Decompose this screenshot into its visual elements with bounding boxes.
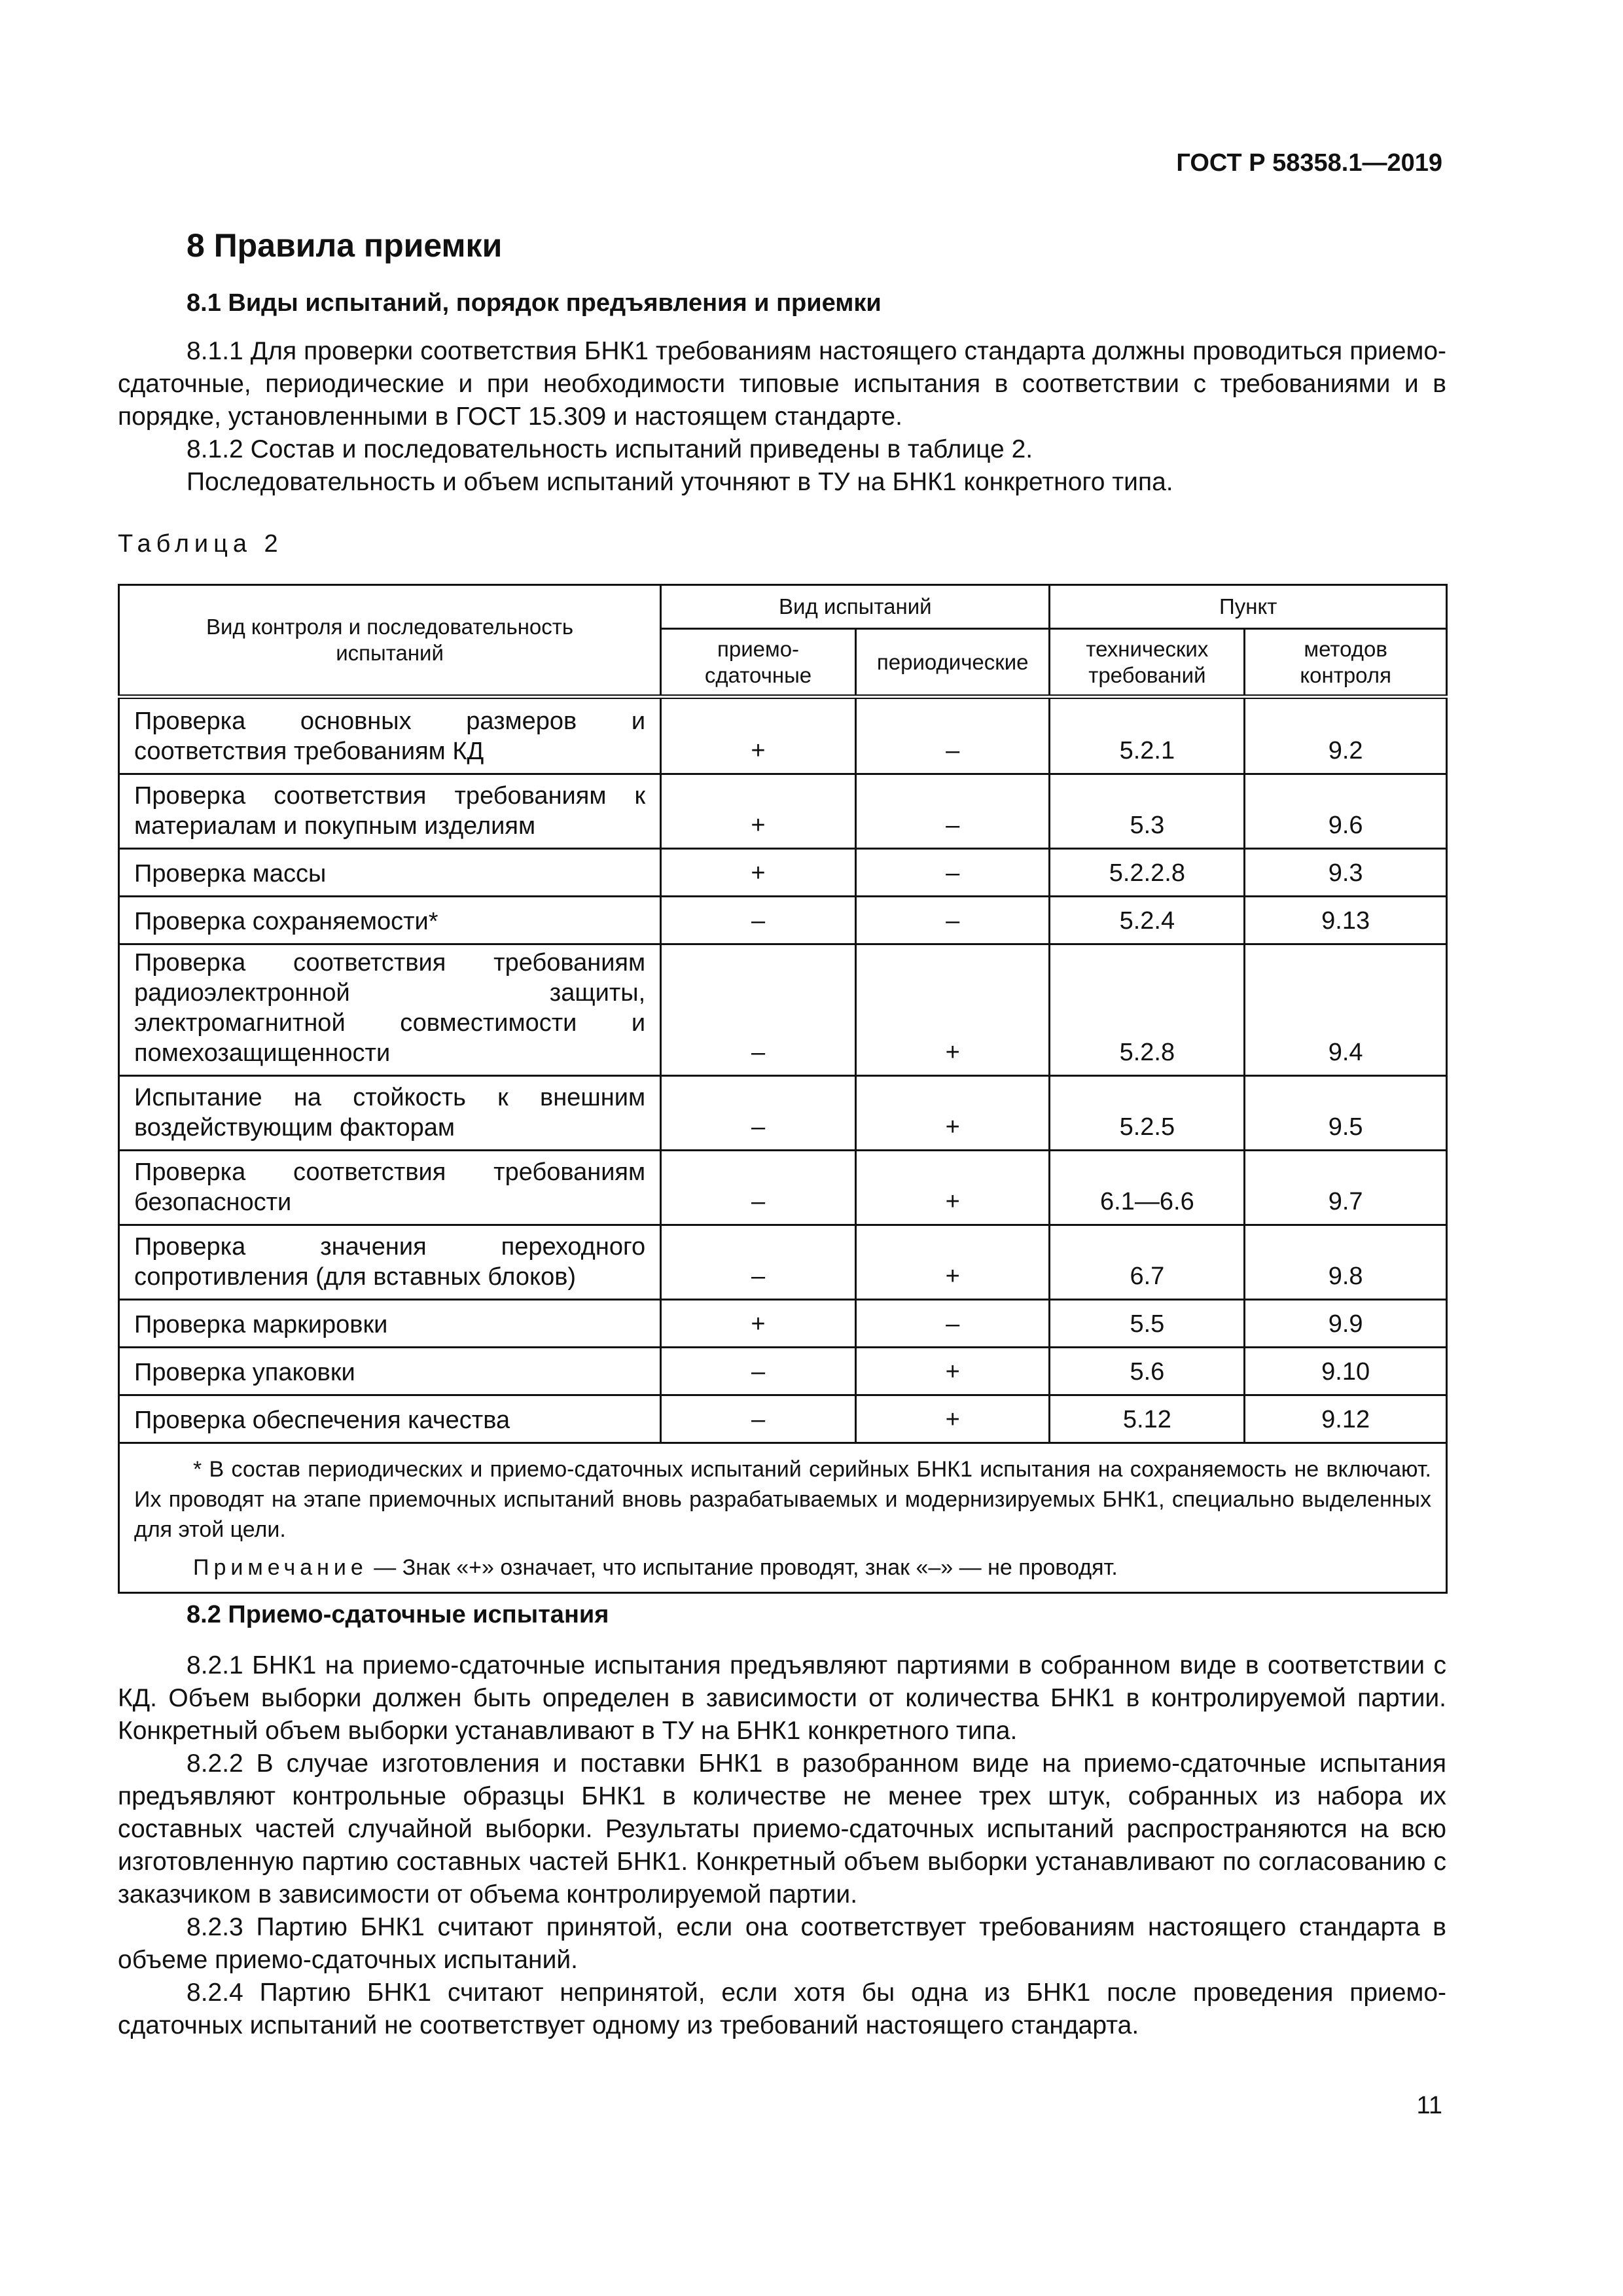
standard-designation: ГОСТ Р 58358.1—2019	[1176, 149, 1442, 177]
row-name: Проверка маркировки	[119, 1300, 661, 1348]
acceptance-mark: –	[661, 1151, 856, 1225]
table-row	[119, 1076, 1447, 1151]
table-footnote-row	[119, 1443, 1447, 1593]
subsection-title-8-2: 8.2 Приемо-сдаточные испытания	[187, 1601, 609, 1628]
tech-clause: 5.2.8	[1050, 944, 1245, 1076]
table-caption: Таблица 2	[118, 530, 283, 558]
acceptance-mark: –	[661, 897, 856, 944]
tech-clause: 5.6	[1050, 1348, 1245, 1395]
tech-clause: 6.1—6.6	[1050, 1151, 1245, 1225]
method-clause: 9.7	[1245, 1151, 1447, 1225]
periodic-mark: –	[855, 849, 1050, 897]
table-row	[119, 1225, 1447, 1300]
section-title: 8 Правила приемки	[187, 227, 503, 264]
periodic-mark: –	[855, 697, 1050, 774]
row-name: Проверка значения переходного сопротивления (для вставных блоков)	[119, 1225, 661, 1300]
acceptance-mark: –	[661, 944, 856, 1076]
acceptance-mark: –	[661, 1225, 856, 1300]
tech-clause: 5.2.5	[1050, 1076, 1245, 1151]
periodic-mark: –	[855, 897, 1050, 944]
row-name: Проверка массы	[119, 849, 661, 897]
paragraph-8-1-1: 8.1.1 Для проверки соответствия БНК1 требованиям настоящего стандарта должны проводиться приемо-сдаточные, периодические и при необходимости типовые испытания в соответствии с требованиями и в порядке, установленными в ГОСТ 15.309 и настоящем стандарте.	[118, 337, 1446, 431]
method-clause: 9.12	[1245, 1395, 1447, 1443]
tests-table	[118, 584, 1448, 1594]
table-row	[119, 1348, 1447, 1395]
method-clause: 9.4	[1245, 944, 1447, 1076]
periodic-mark: +	[855, 1348, 1050, 1395]
note-label: Примечание	[193, 1555, 368, 1580]
method-clause: 9.10	[1245, 1348, 1447, 1395]
method-clause: 9.2	[1245, 697, 1447, 774]
periodic-mark: +	[855, 1151, 1050, 1225]
row-name: Проверка соответствия требованиям безопасности	[119, 1151, 661, 1225]
periodic-mark: +	[855, 1225, 1050, 1300]
header-acceptance: приемо-сдаточные	[661, 629, 856, 697]
header-clause: Пункт	[1050, 585, 1447, 629]
subsection-title-8-1: 8.1 Виды испытаний, порядок предъявления и приемки	[187, 289, 882, 317]
header-tech-requirements: технических требований	[1050, 629, 1245, 697]
periodic-mark: +	[855, 1076, 1050, 1151]
header-test-kind: Вид контроля и последовательность испытаний	[119, 585, 661, 697]
row-name: Проверка соответствия требованиям радиоэлектронной защиты, электромагнитной совместимости и помехозащищенности	[119, 944, 661, 1076]
table-note	[134, 1552, 1431, 1583]
periodic-mark: +	[855, 1395, 1050, 1443]
footnote-text: * В состав периодических и приемо-сдаточных испытаний серийных БНК1 испытания на сохраняемость не включают. Их проводят на этапе приемочных испытаний вновь разрабатываемых и модернизируемых БНК1, специально выделенных для этой цели.	[134, 1457, 1431, 1542]
row-name: Проверка упаковки	[119, 1348, 661, 1395]
tech-clause: 5.2.4	[1050, 897, 1245, 944]
page-number: 11	[1416, 2092, 1442, 2119]
table-row	[119, 944, 1447, 1076]
acceptance-mark: –	[661, 1395, 856, 1443]
note-text: — Знак «+» означает, что испытание проводят, знак «–» — не проводят.	[367, 1555, 1118, 1580]
row-name: Проверка соответствия требованиям к материалам и покупным изделиям	[119, 774, 661, 849]
paragraph-8-1-2: 8.1.2 Состав и последовательность испытаний приведены в таблице 2.	[187, 435, 1033, 463]
periodic-mark: –	[855, 1300, 1050, 1348]
method-clause: 9.8	[1245, 1225, 1447, 1300]
tech-clause: 6.7	[1050, 1225, 1245, 1300]
tech-clause: 5.2.2.8	[1050, 849, 1245, 897]
tech-clause: 5.5	[1050, 1300, 1245, 1348]
method-clause: 9.6	[1245, 774, 1447, 849]
paragraph-8-2-2: 8.2.2 В случае изготовления и поставки БНК1 в разобранном виде на приемо-сдаточные испытания предъявляют контрольные образцы БНК1 в количестве не менее трех штук, собранных из набора их составных частей случайной выборки. Результаты приемо-сдаточных испытаний распространяются на всю изготовленную партию составных частей БНК1. Конкретный объем выборки устанавливают по согласованию с заказчиком в зависимости от объема контролируемой партии.	[118, 1749, 1446, 1909]
paragraph-8-1-2-b: Последовательность и объем испытаний уточняют в ТУ на БНК1 конкретного типа.	[187, 468, 1173, 496]
paragraph-8-2-3: 8.2.3 Партию БНК1 считают принятой, если она соответствует требованиям настоящего стандарта в объеме приемо-сдаточных испытаний.	[118, 1913, 1446, 1974]
acceptance-mark: –	[661, 1076, 856, 1151]
table-row	[119, 697, 1447, 774]
row-name: Проверка основных размеров и соответствия требованиям КД	[119, 697, 661, 774]
acceptance-mark: +	[661, 1300, 856, 1348]
table-row	[119, 897, 1447, 944]
header-test-types: Вид испытаний	[661, 585, 1050, 629]
section-8-1-text	[118, 335, 1446, 499]
method-clause: 9.9	[1245, 1300, 1447, 1348]
acceptance-mark: +	[661, 849, 856, 897]
paragraph-8-2-4: 8.2.4 Партию БНК1 считают непринятой, если хотя бы одна из БНК1 после проведения приемо-сдаточных испытаний не соответствует одному из требований настоящего стандарта.	[118, 1979, 1446, 2039]
row-name: Проверка обеспечения качества	[119, 1395, 661, 1443]
tech-clause: 5.12	[1050, 1395, 1245, 1443]
table-footnote	[119, 1443, 1447, 1593]
method-clause: 9.13	[1245, 897, 1447, 944]
acceptance-mark: +	[661, 774, 856, 849]
table-row	[119, 1151, 1447, 1225]
paragraph-8-2-1: 8.2.1 БНК1 на приемо-сдаточные испытания предъявляют партиями в собранном виде в соответствии с КД. Объем выборки должен быть определен в зависимости от количества БНК1 в контролируемой партии. Конкретный объем выборки устанавливают в ТУ на БНК1 конкретного типа.	[118, 1651, 1446, 1745]
method-clause: 9.3	[1245, 849, 1447, 897]
method-clause: 9.5	[1245, 1076, 1447, 1151]
table-row	[119, 774, 1447, 849]
table-row	[119, 1300, 1447, 1348]
periodic-mark: +	[855, 944, 1050, 1076]
row-name: Испытание на стойкость к внешним воздействующим факторам	[119, 1076, 661, 1151]
row-name: Проверка сохраняемости*	[119, 897, 661, 944]
section-8-2-text	[118, 1649, 1446, 2042]
table-row	[119, 849, 1447, 897]
tech-clause: 5.2.1	[1050, 697, 1245, 774]
header-periodic: периодические	[855, 629, 1050, 697]
acceptance-mark: +	[661, 697, 856, 774]
tech-clause: 5.3	[1050, 774, 1245, 849]
periodic-mark: –	[855, 774, 1050, 849]
header-control-methods: методов контроля	[1245, 629, 1447, 697]
table-row	[119, 1395, 1447, 1443]
acceptance-mark: –	[661, 1348, 856, 1395]
